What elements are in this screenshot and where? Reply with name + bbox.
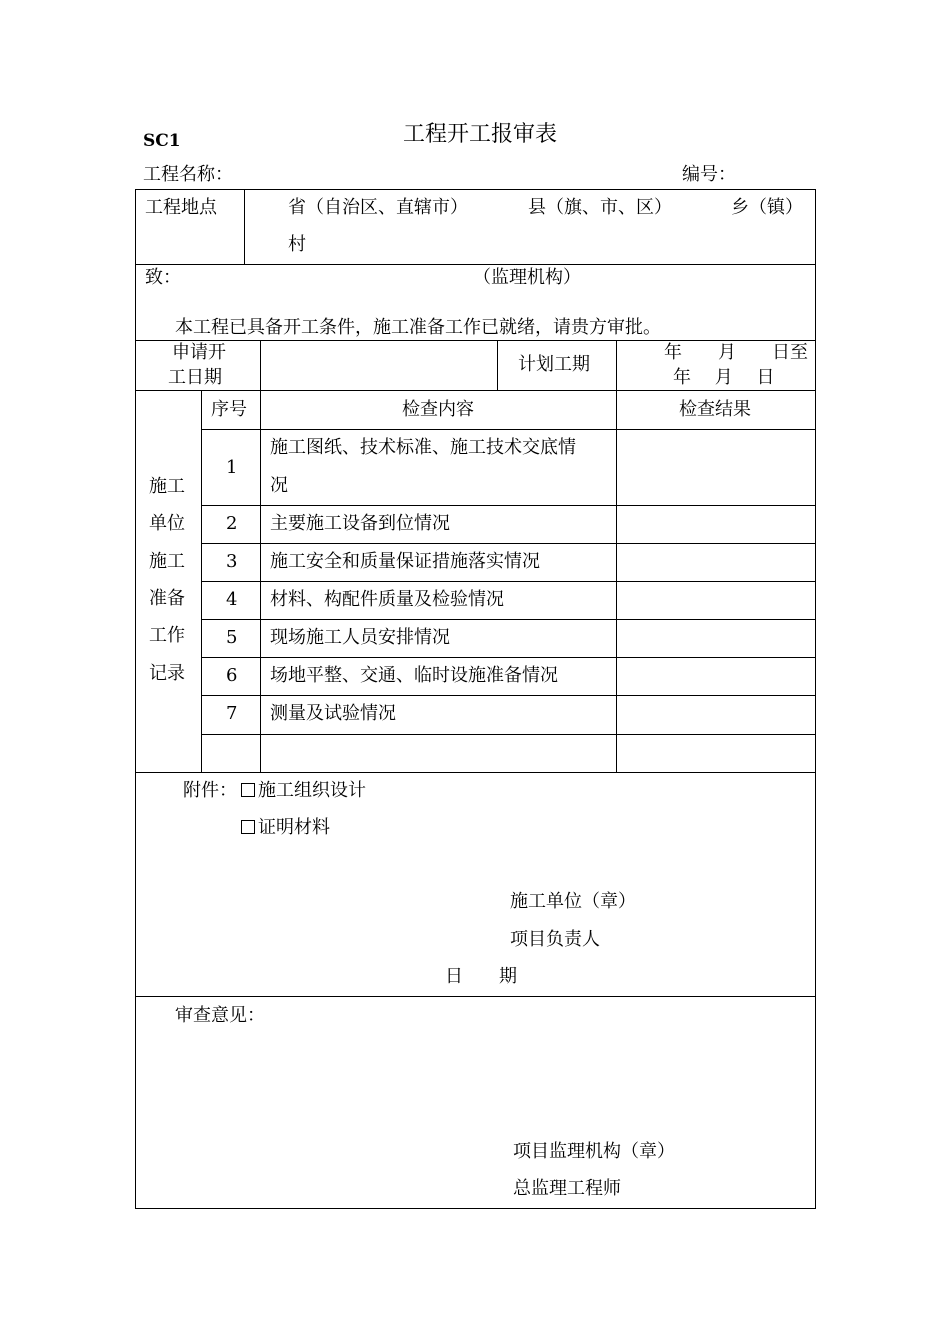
column-header-no: 序号 — [211, 399, 247, 420]
check-item: 况 — [270, 475, 288, 496]
table-border-top — [135, 189, 816, 190]
side-label: 记录 — [149, 663, 185, 684]
township-field: 乡（镇） — [731, 197, 803, 218]
divider — [135, 996, 816, 997]
page-title: 工程开工报审表 — [403, 122, 558, 147]
checkbox[interactable] — [241, 820, 255, 834]
divider — [201, 429, 816, 430]
table-border-bottom — [135, 1208, 816, 1209]
review-opinion-label: 审查意见： — [175, 1005, 265, 1026]
divider — [201, 543, 816, 544]
divider — [135, 390, 816, 391]
divider — [201, 657, 816, 658]
attachment-item-label: 施工组织设计 — [258, 780, 366, 801]
side-label: 施工 — [149, 476, 185, 497]
check-item: 测量及试验情况 — [270, 703, 396, 724]
column-header-content: 检查内容 — [402, 399, 474, 420]
side-label: 准备 — [149, 588, 185, 609]
side-label: 施工 — [149, 551, 185, 572]
divider — [260, 340, 261, 391]
project-leader-label: 项目负责人 — [510, 929, 600, 950]
apply-date-label: 工日期 — [168, 367, 222, 388]
apply-date-label: 申请开 — [172, 342, 226, 363]
check-item: 现场施工人员安排情况 — [270, 627, 450, 648]
county-field: 县（旗、市、区） — [528, 197, 672, 218]
side-label: 工作 — [149, 625, 185, 646]
form-code: SC1 — [143, 131, 181, 151]
divider — [201, 619, 816, 620]
check-item: 材料、构配件质量及检验情况 — [270, 589, 504, 610]
divider — [616, 340, 617, 773]
supervision-seal: 项目监理机构（章） — [513, 1141, 675, 1162]
statement-text: 本工程已具备开工条件，施工准备工作已就绪，请贵方审批。 — [175, 317, 661, 338]
row-number: 6 — [226, 665, 238, 686]
side-label: 单位 — [149, 513, 185, 534]
chief-engineer-label: 总监理工程师 — [513, 1178, 621, 1199]
divider — [244, 189, 245, 265]
divider — [201, 505, 816, 506]
to-label: 致： — [145, 267, 181, 288]
planned-period-label: 计划工期 — [518, 354, 590, 375]
project-name-label: 工程名称： — [143, 164, 233, 185]
attachment-item-label: 证明材料 — [258, 817, 330, 838]
supervision-org-field: （监理机构） — [473, 267, 581, 288]
divider — [201, 390, 202, 773]
province-field: 省（自治区、直辖市） — [288, 197, 468, 218]
planned-period-from: 年 月 日至 — [664, 342, 808, 363]
column-header-result: 检查结果 — [679, 399, 751, 420]
location-label: 工程地点 — [145, 197, 217, 218]
row-number: 4 — [226, 589, 238, 610]
check-item: 施工安全和质量保证措施落实情况 — [270, 551, 540, 572]
row-number: 5 — [226, 627, 238, 648]
construction-unit-seal: 施工单位（章） — [510, 891, 636, 912]
attachment-item[interactable] — [241, 782, 366, 800]
row-number: 1 — [226, 457, 238, 478]
village-field: 村 — [288, 234, 306, 255]
planned-period-to: 年 月 日 — [673, 367, 775, 388]
divider — [201, 695, 816, 696]
attachments-label: 附件： — [183, 780, 237, 801]
form-table — [135, 189, 816, 1209]
checkbox[interactable] — [241, 783, 255, 797]
table-border-left — [135, 189, 136, 1209]
row-number: 2 — [226, 513, 238, 534]
date-label: 日 期 — [445, 966, 517, 987]
divider — [260, 390, 261, 773]
check-item: 施工图纸、技术标准、施工技术交底情 — [270, 437, 576, 458]
divider — [497, 340, 498, 391]
divider — [201, 581, 816, 582]
row-number: 7 — [226, 703, 238, 724]
divider — [201, 734, 816, 735]
attachment-item[interactable] — [241, 819, 330, 837]
serial-number-label: 编号： — [682, 164, 736, 185]
check-item: 主要施工设备到位情况 — [270, 513, 450, 534]
row-number: 3 — [226, 551, 238, 572]
divider — [135, 264, 816, 265]
divider — [135, 772, 816, 773]
check-item: 场地平整、交通、临时设施准备情况 — [270, 665, 558, 686]
divider — [135, 340, 816, 341]
table-border-right — [815, 189, 816, 1209]
